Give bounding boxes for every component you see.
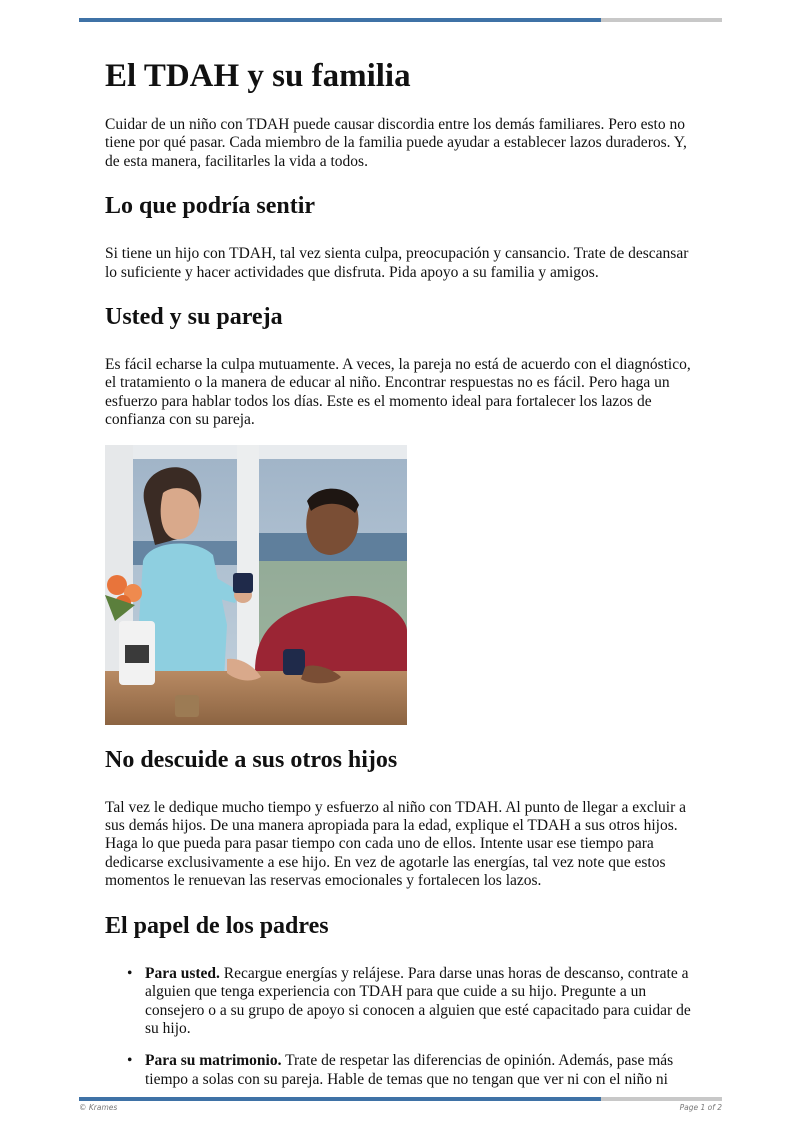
bullet-icon: • (127, 964, 133, 982)
heading-lo-que-podria-sentir: Lo que podría sentir (105, 193, 316, 220)
footer-rule (79, 1097, 722, 1101)
list-item (127, 964, 695, 1039)
bullet-icon: • (127, 1052, 133, 1070)
couple-photo (105, 445, 407, 725)
heading-el-papel-de-los-padres: El papel de los padres (105, 912, 329, 939)
footer-rule-accent (79, 1097, 601, 1101)
list-item-lead: Para usted. (145, 964, 220, 982)
document-body (105, 56, 695, 1103)
footer-copyright: © Krames (79, 1103, 118, 1112)
header-rule-accent (79, 18, 601, 22)
paragraph-lo-que-podria-sentir: Si tiene un hijo con TDAH, tal vez sienta culpa, preocupación y cansancio. Trate de descansar lo suficiente y hacer actividades que disfruta. Pida apoyo a su familia y amigos. (105, 245, 689, 281)
heading-usted-y-su-pareja: Usted y su pareja (105, 304, 283, 331)
list-item-lead: Para su matrimonio. (145, 1052, 282, 1070)
parent-roles-list (105, 965, 695, 1089)
paragraph-usted-y-su-pareja: Es fácil echarse la culpa mutuamente. A veces, la pareja no está de acuerdo con el diagnóstico, el tratamiento o la manera de educar al niño. Encontrar respuestas no es fácil. Pero haga un esfuerzo para hablar todos los días. Este es el momento ideal para fortalecer los lazos de confianza con su pareja. (105, 356, 691, 429)
footer-rule-remainder (601, 1097, 722, 1101)
list-item-text: Recargue energías y relájese. Para darse unas horas de descanso, contrate a alguien que tenga experiencia con TDAH para que cuide a su hijo. Pregunte a un consejero o a su grupo de apoyo si conocen a alguien que esté capacitado para cuidar de su hijo. (145, 964, 691, 1037)
intro-paragraph: Cuidar de un niño con TDAH puede causar discordia entre los demás familiares. Pero esto no tiene por qué pasar. Cada miembro de la familia puede ayudar a establecer lazos duraderos. Y, de esta manera, facilitarles la vida a todos. (105, 116, 687, 170)
header-rule (79, 18, 722, 22)
paragraph-no-descuide-a-sus-otros-hijos: Tal vez le dedique mucho tiempo y esfuerzo al niño con TDAH. Al punto de llegar a excluir a sus demás hijos. De una manera apropiada para la edad, explique el TDAH a sus otros hijos. Haga lo que pueda para pasar tiempo con cada uno de ellos. Intente usar ese tiempo para dedicarse exclusivamente a ese hijo. En vez de agotarle las energías, tal vez note que estos momentos le renuevan las reservas emocionales y fortalecen los lazos. (105, 798, 686, 890)
list-item (127, 1052, 695, 1089)
header-rule-remainder (601, 18, 722, 22)
page-title: El TDAH y su familia (105, 58, 411, 94)
heading-no-descuide-a-sus-otros-hijos: No descuide a sus otros hijos (105, 746, 398, 773)
list-item-text: Trate de respetar las diferencias de opinión. Además, pase más tiempo a solas con su pareja. Hable de temas que no tengan que ver ni con el niño ni (145, 1052, 674, 1088)
footer-page-number: Page 1 of 2 (679, 1103, 722, 1112)
